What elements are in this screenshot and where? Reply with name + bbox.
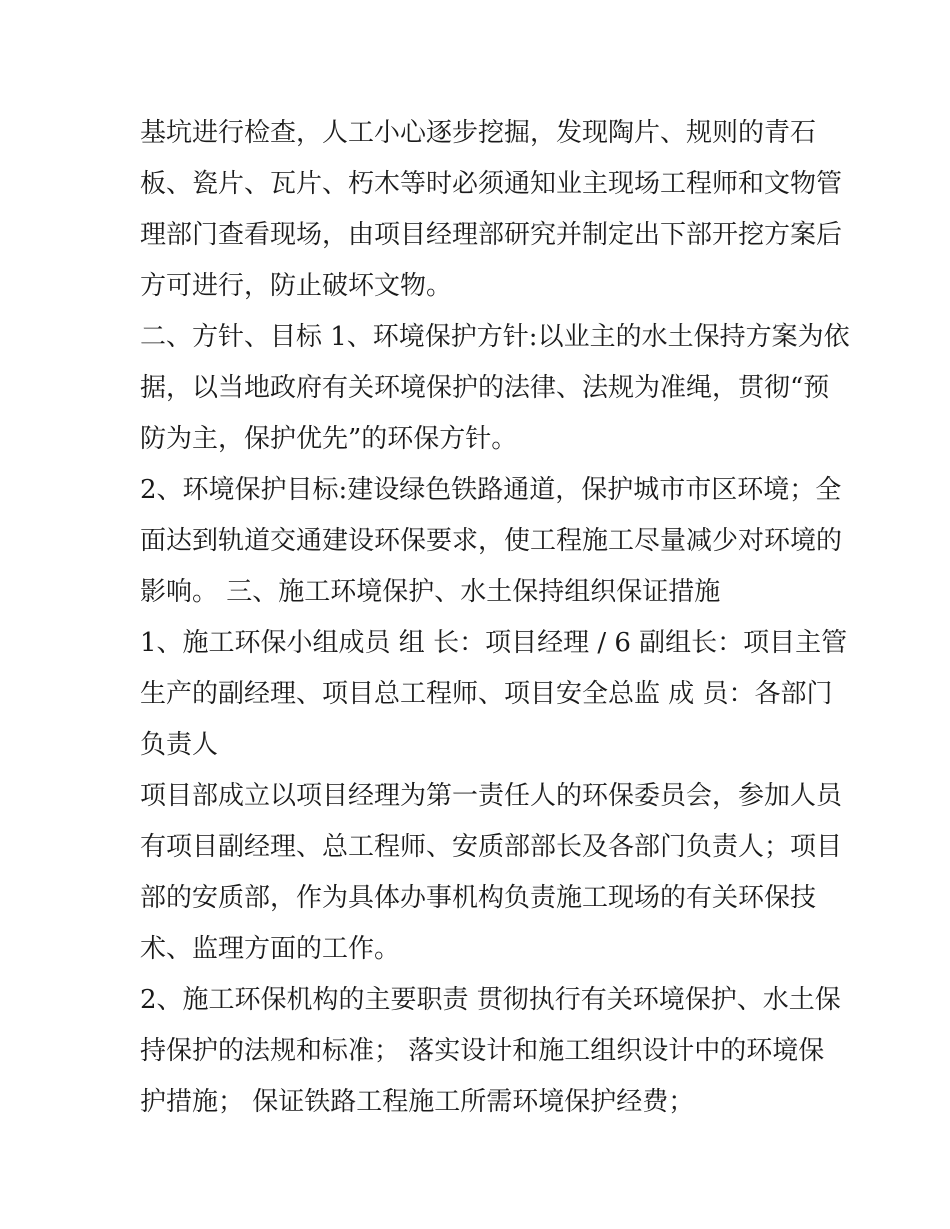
text-line: 生产的副经理、项目总工程师、项目安全总监 成 员：各部门 <box>140 679 833 709</box>
text-line: 项目部成立以项目经理为第一责任人的环保委员会，参加人员 <box>140 781 843 811</box>
text-line: 2、环境保护目标:建设绿色铁路通道，保护城市市区环境；全 <box>140 475 842 505</box>
text-line: 二、方针、目标 1、环境保护方针:以业主的水土保持方案为依 <box>140 322 850 352</box>
text-line: 持保护的法规和标准； 落实设计和施工组织设计中的环境保 <box>140 1036 825 1066</box>
text-line: 面达到轨道交通建设环保要求，使工程施工尽量减少对环境的 <box>140 526 843 556</box>
text-line: 1、施工环保小组成员 组 长：项目经理 / 6 副组长：项目主管 <box>140 628 848 658</box>
text-line: 有项目副经理、总工程师、安质部部长及各部门负责人；项目 <box>140 832 843 862</box>
text-line: 据，以当地政府有关环境保护的法律、法规为准绳，贯彻“预 <box>140 373 830 403</box>
text-line: 基坑进行检查，人工小心逐步挖掘，发现陶片、规则的青石 <box>140 118 817 148</box>
text-line: 理部门查看现场，由项目经理部研究并制定出下部开挖方案后 <box>140 220 843 250</box>
text-line: 板、瓷片、瓦片、朽木等时必须通知业主现场工程师和文物管 <box>140 169 843 199</box>
document-body <box>140 108 850 1128</box>
text-line: 负责人 <box>140 730 219 760</box>
text-line: 部的安质部，作为具体办事机构负责施工现场的有关环保技 <box>140 883 817 913</box>
text-line: 2、施工环保机构的主要职责 贯彻执行有关环境保护、水土保 <box>140 985 841 1015</box>
text-line: 术、监理方面的工作。 <box>140 934 401 964</box>
text-line: 影响。 三、施工环境保护、水土保持组织保证措施 <box>140 577 721 607</box>
text-line: 护措施； 保证铁路工程施工所需环境保护经费； <box>140 1087 695 1117</box>
text-line: 防为主，保护优先”的环保方针。 <box>140 424 518 454</box>
text-line: 方可进行，防止破坏文物。 <box>140 271 453 301</box>
